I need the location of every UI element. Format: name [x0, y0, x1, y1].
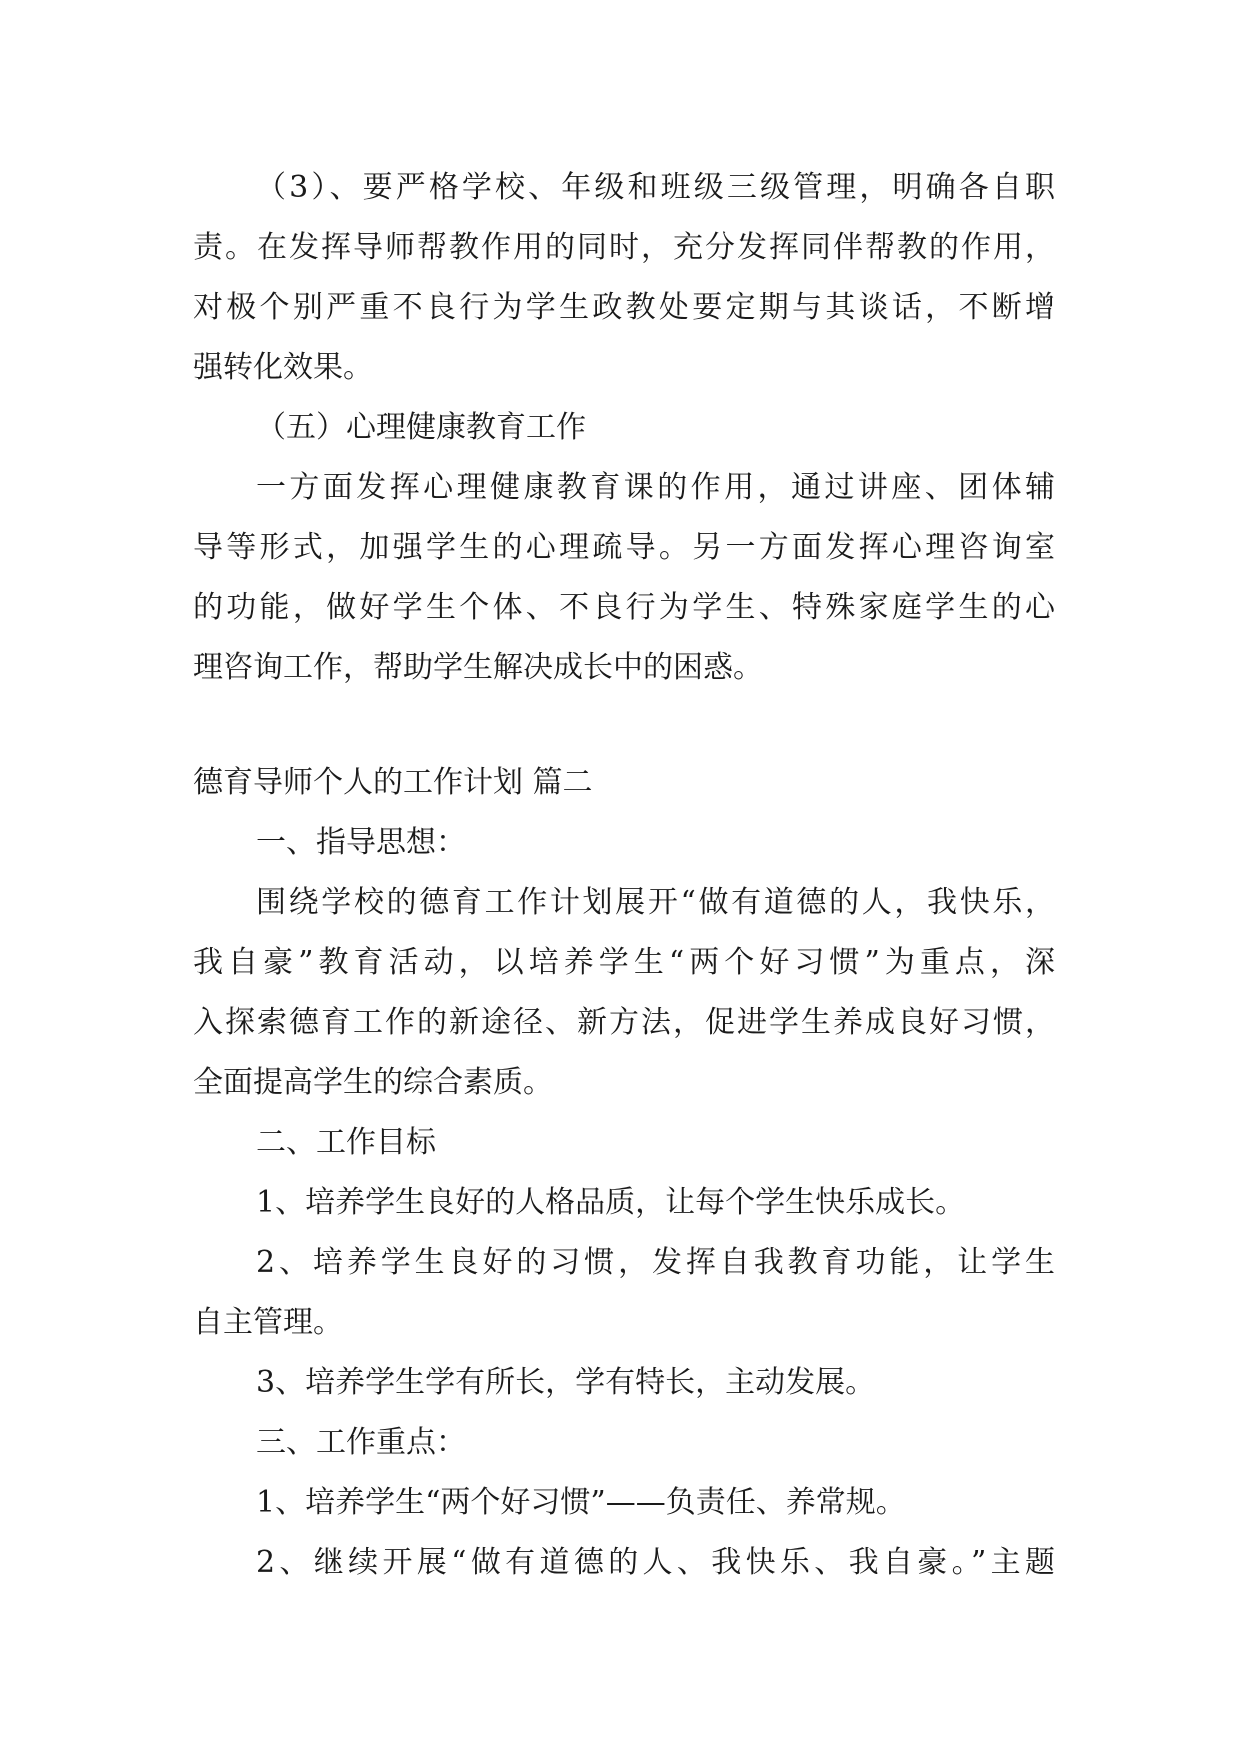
paragraph-line: 我自豪”教育活动，以培养学生“两个好习惯”为重点，深 [193, 945, 1055, 980]
document-body [193, 158, 1055, 1593]
paragraph-line: 的功能，做好学生个体、不良行为学生、特殊家庭学生的心 [193, 590, 1055, 625]
section-heading: 三、工作重点： [256, 1425, 466, 1460]
section-heading: （五）心理健康教育工作 [256, 410, 586, 445]
paragraph-line: 责。在发挥导师帮教作用的同时，充分发挥同伴帮教的作用， [193, 230, 1055, 265]
paragraph-line: 一方面发挥心理健康教育课的作用，通过讲座、团体辅 [256, 470, 1055, 505]
section-gap [193, 698, 1055, 753]
paragraph-line: 理咨询工作，帮助学生解决成长中的困惑。 [193, 650, 763, 685]
paragraph-line: 强转化效果。 [193, 350, 373, 385]
article-title: 德育导师个人的工作计划 篇二 [193, 765, 593, 800]
list-item: 3、培养学生学有所长，学有特长，主动发展。 [256, 1365, 876, 1400]
list-item: 2、继续开展“做有道德的人、我快乐、我自豪。”主题 [256, 1545, 1055, 1580]
paragraph-line: （3）、要严格学校、年级和班级三级管理，明确各自职 [256, 170, 1055, 205]
list-item: 1、培养学生“两个好习惯”——负责任、养常规。 [256, 1485, 906, 1520]
paragraph-line: 全面提高学生的综合素质。 [193, 1065, 553, 1100]
list-item: 1、培养学生良好的人格品质，让每个学生快乐成长。 [256, 1185, 966, 1220]
list-item: 2、培养学生良好的习惯，发挥自我教育功能，让学生 [256, 1245, 1055, 1280]
paragraph-line: 围绕学校的德育工作计划展开“做有道德的人，我快乐， [256, 885, 1055, 920]
section-heading: 一、指导思想： [256, 825, 466, 860]
paragraph-line: 入探索德育工作的新途径、新方法，促进学生养成良好习惯， [193, 1005, 1055, 1040]
paragraph-line: 导等形式，加强学生的心理疏导。另一方面发挥心理咨询室 [193, 530, 1055, 565]
list-item-continuation: 自主管理。 [193, 1305, 343, 1340]
section-heading: 二、工作目标 [256, 1125, 436, 1160]
paragraph-line: 对极个别严重不良行为学生政教处要定期与其谈话，不断增 [193, 290, 1055, 325]
